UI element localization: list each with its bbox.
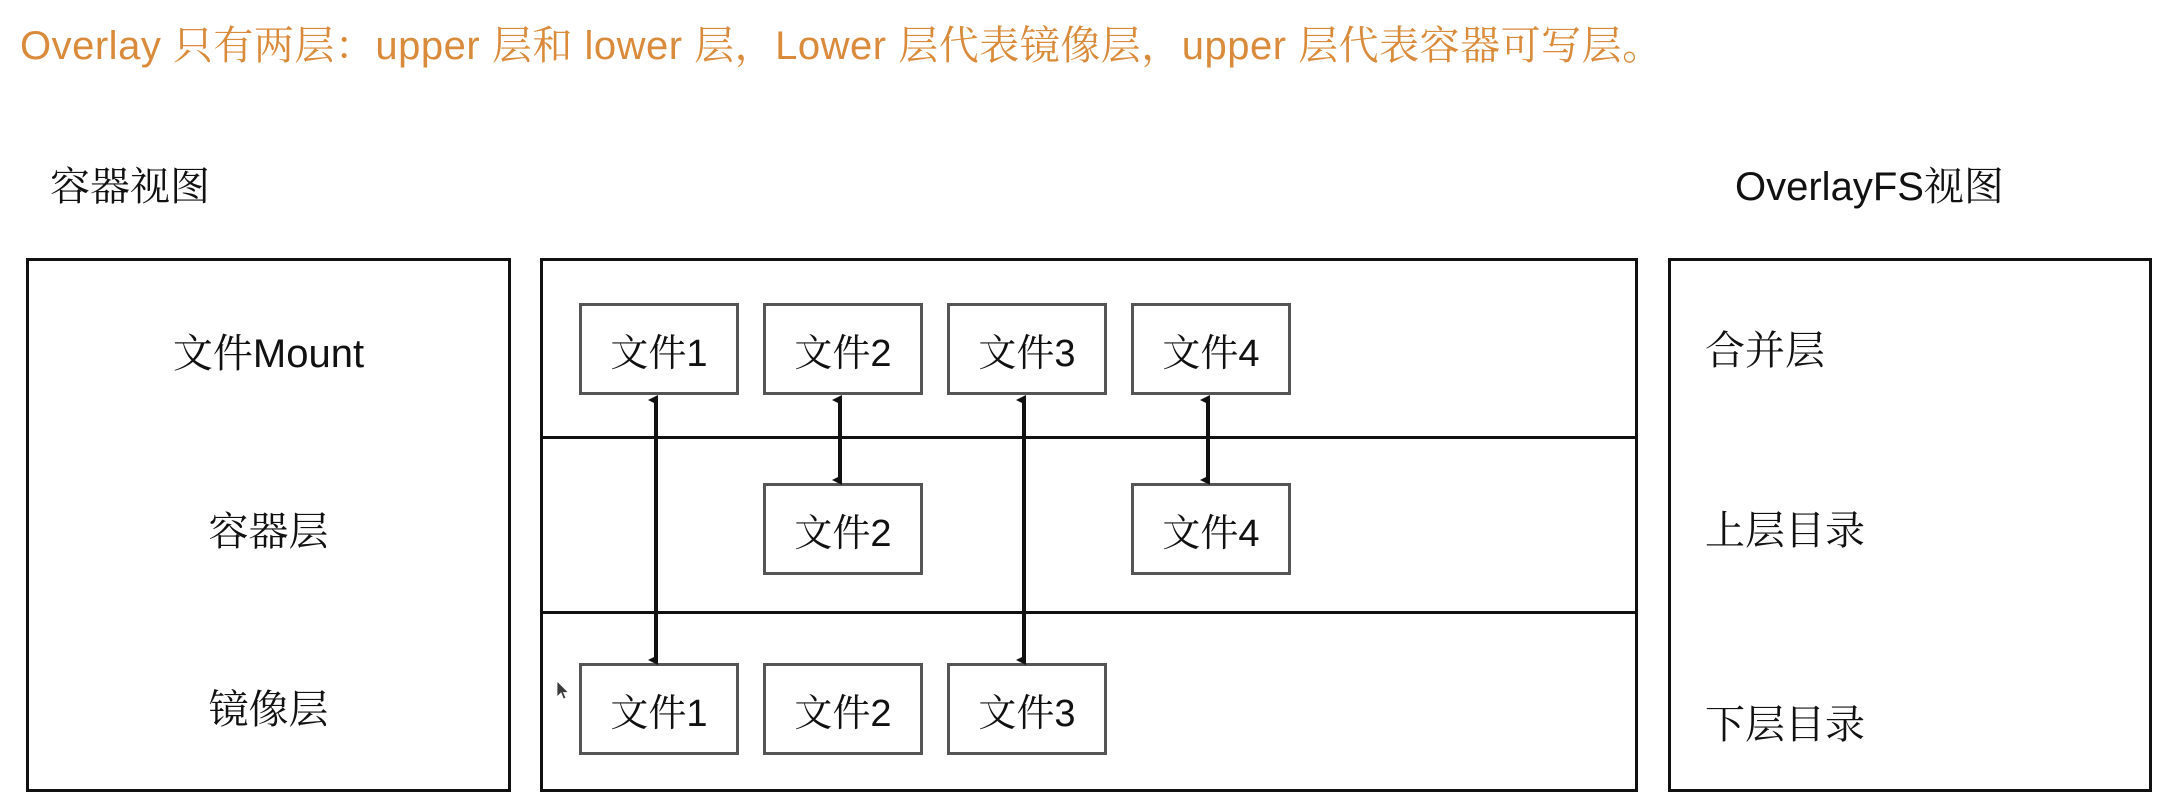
lower-file-box — [763, 663, 923, 755]
caption-overlayfs-view: OverlayFS视图 — [1735, 165, 2004, 209]
right-row-label: 合并层 — [1705, 329, 1825, 373]
upper-file-box — [1131, 483, 1291, 575]
right-row-merged-dir — [1705, 319, 1825, 376]
overlay-structure-panel — [540, 258, 1638, 792]
merged-file-box — [579, 303, 739, 395]
right-row-label: 上层目录 — [1705, 509, 1865, 553]
merged-file-box — [763, 303, 923, 395]
left-row-container-layer — [29, 439, 508, 617]
page-title: Overlay 只有两层：upper 层和 lower 层，Lower 层代表镜像层，upper 层代表容器可写层。 — [20, 24, 1663, 68]
file-box-label: 文件4 — [1162, 512, 1260, 555]
file-box-label: 文件3 — [978, 692, 1076, 735]
container-view-panel — [26, 258, 511, 792]
left-row-file-mount — [29, 261, 508, 439]
divider-upper-lower — [543, 611, 1635, 614]
file-box-label: 文件2 — [794, 512, 892, 555]
file-box-label: 文件3 — [978, 332, 1076, 375]
file-box-label: 文件2 — [794, 332, 892, 375]
lower-file-box — [579, 663, 739, 755]
right-row-lower-dir — [1705, 693, 1865, 750]
right-row-label: 下层目录 — [1705, 703, 1865, 747]
left-row-image-layer — [29, 617, 508, 795]
left-row-label: 文件Mount — [172, 331, 365, 376]
file-box-label: 文件1 — [610, 692, 708, 735]
right-row-upper-dir — [1705, 499, 1865, 556]
merged-file-box — [947, 303, 1107, 395]
lower-file-box — [947, 663, 1107, 755]
file-box-label: 文件4 — [1162, 332, 1260, 375]
left-row-label: 容器层 — [208, 509, 329, 554]
divider-merged-upper — [543, 436, 1635, 439]
file-box-label: 文件1 — [610, 332, 708, 375]
left-row-label: 镜像层 — [208, 687, 329, 732]
caption-container-view: 容器视图 — [50, 165, 210, 209]
overlayfs-view-panel — [1668, 258, 2152, 792]
file-box-label: 文件2 — [794, 692, 892, 735]
merged-file-box — [1131, 303, 1291, 395]
mouse-cursor-icon — [556, 680, 570, 700]
upper-file-box — [763, 483, 923, 575]
